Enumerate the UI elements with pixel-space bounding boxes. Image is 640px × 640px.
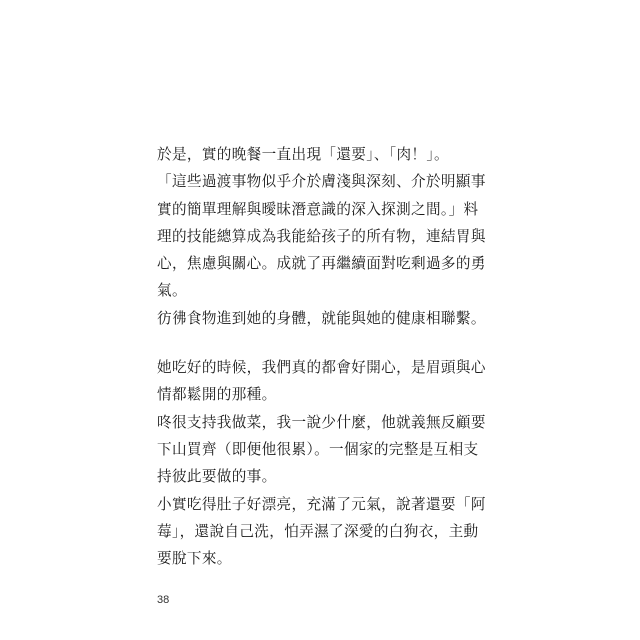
paragraph-group-1	[157, 141, 486, 332]
text-line: 咚很支持我做菜，我一說少什麼，他就義無反顧要	[157, 413, 486, 431]
text-line: 心，焦慮與關心。成就了再繼續面對吃剩過多的勇	[157, 255, 486, 273]
text-line: 持彼此要做的事。	[157, 468, 277, 486]
paragraph-gap	[157, 332, 457, 354]
text-line: 氣。	[157, 282, 187, 300]
text-line: 「這些過渡事物似乎介於膚淺與深刻、介於明顯事	[157, 173, 486, 191]
text-line: 彷彿食物進到她的身體，就能與她的健康相聯繫。	[157, 309, 486, 327]
text-line: 小實吃得肚子好漂亮，充滿了元氣，說著還要「阿	[157, 495, 486, 513]
text-line: 莓」，還說自己洗，怕弄濕了深愛的白狗衣，主動	[157, 522, 479, 540]
body-text	[157, 141, 486, 572]
text-line: 要脫下來。	[157, 550, 232, 568]
text-line: 實的簡單理解與曖昧潛意識的深入探測之間。」料	[157, 200, 479, 218]
page-number: 38	[157, 594, 170, 606]
text-line: 下山買齊（即便他很累）。一個家的完整是互相支	[157, 440, 479, 458]
text-line: 理的技能總算成為我能給孩子的所有物，連結胃與	[157, 227, 486, 245]
text-line: 於是，實的晚餐一直出現「還要」、「肉！」。	[157, 146, 449, 163]
text-line: 她吃好的時候，我們真的都會好開心，是眉頭與心	[157, 359, 486, 377]
paragraph-group-2	[157, 354, 486, 572]
text-line: 情都鬆開的那種。	[157, 386, 277, 404]
